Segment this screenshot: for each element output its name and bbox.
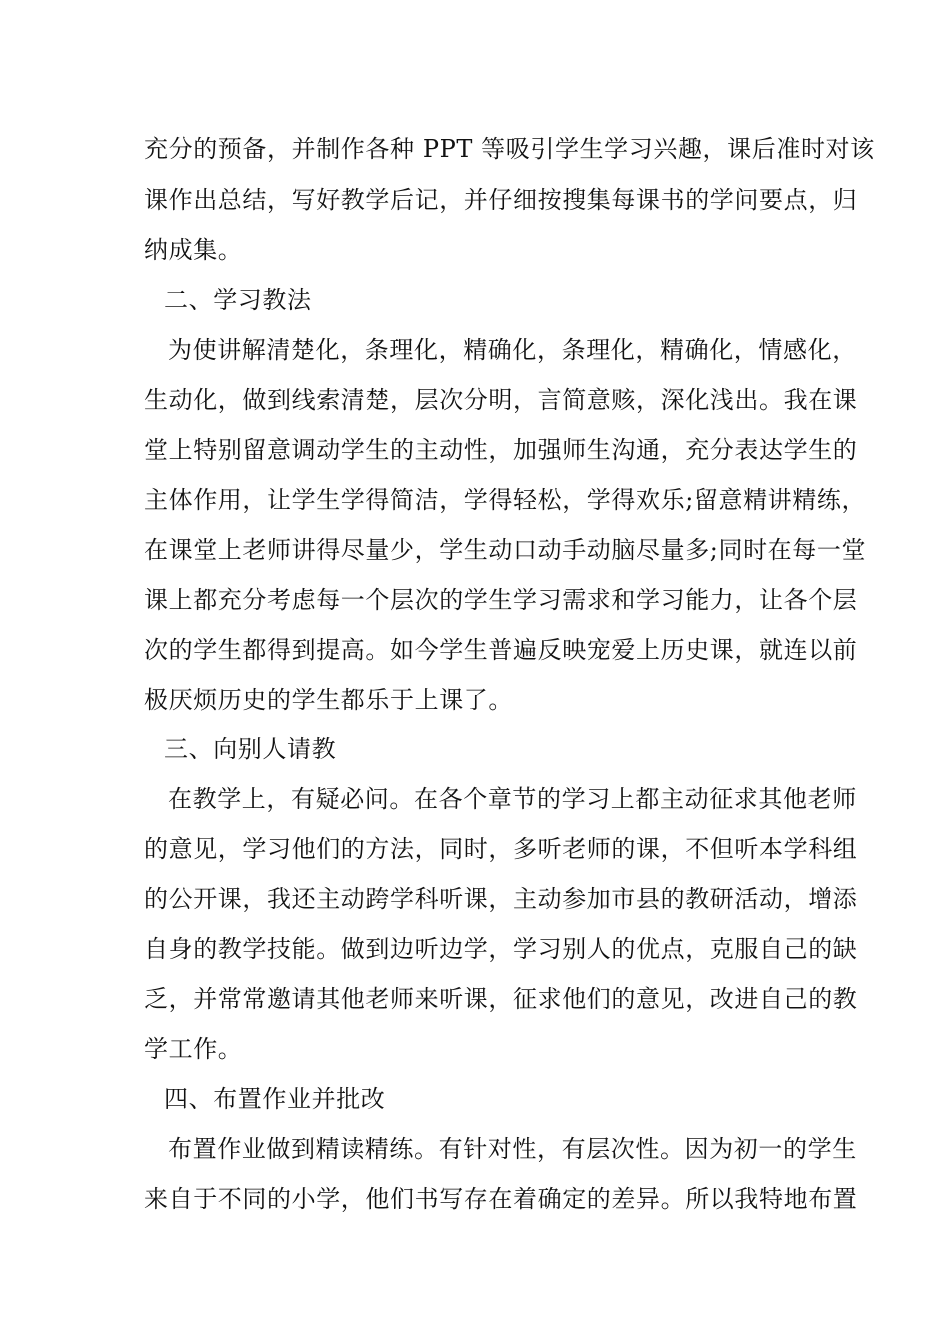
paragraph-line: 堂上特别留意调动学生的主动性，加强师生沟通，充分表达学生的 [144,436,858,464]
paragraph-line: 主体作用，让学生学得简洁，学得轻松，学得欢乐;留意精讲精练， [144,486,867,514]
paragraph-line: 次的学生都得到提高。如今学生普遍反映宠爱上历史课，就连以前 [144,636,858,664]
paragraph-line: 布置作业做到精读精练。有针对性，有层次性。因为初一的学生 [168,1135,857,1163]
paragraph-line: 极厌烦历史的学生都乐于上课了。 [144,686,513,714]
section-heading: 二、学习教法 [164,286,312,314]
paragraph-line: 课上都充分考虑每一个层次的学生学习需求和学习能力，让各个层 [144,586,858,614]
paragraph-line: 自身的教学技能。做到边听边学，学习别人的优点，克服自己的缺 [144,935,858,963]
paragraph-line: 在教学上，有疑必问。在各个章节的学习上都主动征求其他老师 [168,785,857,813]
paragraph-line: 为使讲解清楚化，条理化，精确化，条理化，精确化，情感化， [168,336,857,364]
paragraph-line: 生动化，做到线索清楚，层次分明，言简意赅，深化浅出。我在课 [144,386,858,414]
paragraph-line: 来自于不同的小学，他们书写存在着确定的差异。所以我特地布置 [144,1185,858,1213]
paragraph-line: 的公开课，我还主动跨学科听课，主动参加市县的教研活动，增添 [144,885,858,913]
paragraph-line: 乏，并常常邀请其他老师来听课，征求他们的意见，改进自己的教 [144,985,858,1013]
paragraph-line: 充分的预备，并制作各种 PPT 等吸引学生学习兴趣，课后准时对该 [144,135,875,163]
paragraph-line: 课作出总结，写好教学后记，并仔细按搜集每课书的学问要点，归 [144,186,858,214]
paragraph-line: 纳成集。 [144,236,243,264]
paragraph-line: 的意见，学习他们的方法，同时，多听老师的课，不但听本学科组 [144,835,858,863]
paragraph-line: 在课堂上老师讲得尽量少，学生动口动手动脑尽量多;同时在每一堂 [144,536,867,564]
section-heading: 三、向别人请教 [164,735,337,763]
paragraph-line: 学工作。 [144,1035,243,1063]
section-heading: 四、布置作业并批改 [164,1085,386,1113]
